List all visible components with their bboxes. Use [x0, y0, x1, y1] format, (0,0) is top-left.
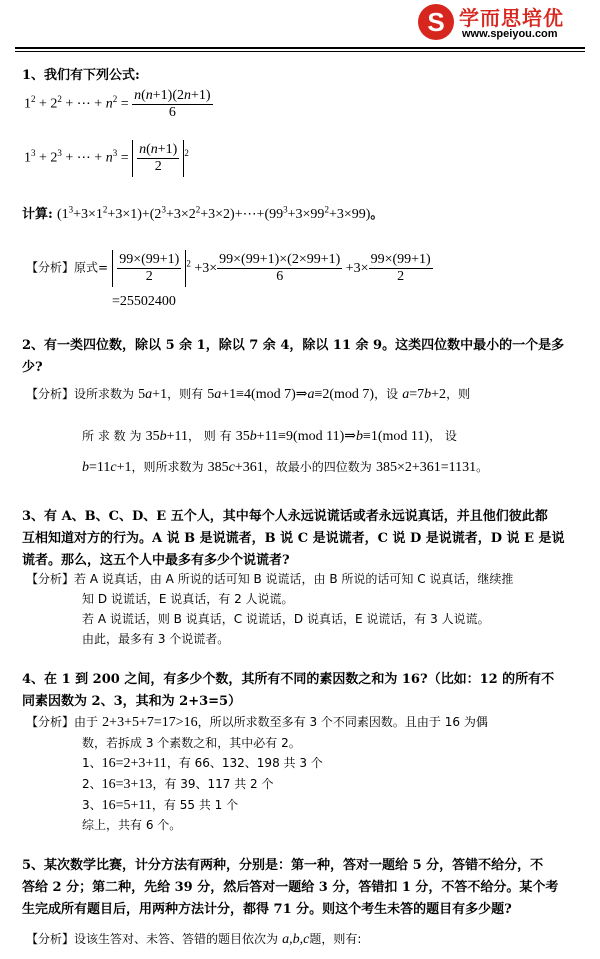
q2-text: ， 则 有: [187, 429, 232, 443]
q1-analysis-tag: 【分析】: [26, 260, 75, 275]
q3-title-line1: 3、有 A、B、C、D、E 五个人，其中每个人永远说谎话或者永远说真话，并且他们彼此都: [22, 509, 548, 524]
q4-analysis-tag: 【分析】: [26, 715, 75, 729]
q3-analysis-line2: 知 D 说谎话，E 说真话，有 2 人说谎。: [82, 592, 294, 606]
q4-text: ，有 39、117 共 2 个: [152, 777, 274, 791]
q4-case2: [82, 775, 274, 793]
brand-logo-icon: S: [418, 4, 454, 40]
q4-math: 16=5+11: [101, 798, 152, 813]
q1-title: 1、我们有下列公式:: [22, 68, 140, 83]
q4-title-line1: 4、在 1 到 200 之间，有多少个数，其所有不同的素因数之和为 16?（比如：12 的所有不: [22, 672, 555, 687]
q5-vars: a,b,c: [282, 932, 310, 947]
q2-text: ，故最小的四位数为: [263, 460, 372, 474]
q4-analysis-line2: 数，若拆成 3 个素数之和，其中必有 2。: [82, 736, 301, 750]
q5-analysis-tag: 【分析】: [26, 932, 75, 946]
q1-analysis: 【分析】原式= $\frac{99\times(99+1)}{2}$ $^2$ +3× $\frac{99\times(99+1)\times(2\times 99+1)}{6}$ +3× $\frac{99\times(99+1)}{2}$: [26, 250, 433, 287]
brand-url: www.speiyou.com: [462, 28, 558, 40]
q3-analysis-line3: 若 A 说谎话，则 B 说真话，C 说谎话，D 说真话，E 说谎话，有 3 人说谎。: [82, 612, 490, 626]
q4-text: ，有 66、132、198 共 3 个: [166, 756, 323, 770]
q4-text: 由于: [74, 715, 99, 729]
q5-text: 题，则有:: [309, 932, 362, 946]
q5-analysis-line1: [26, 930, 361, 948]
q4-math: 2+3+5+7=17>16: [102, 715, 198, 730]
q4-text: ，有 55 共 1 个: [151, 798, 239, 812]
q1-calc-line: 计算: $(1^3+3\times 1^2+3\times 1)+(2^3+3\times 2^2+3\times 2)+\cdots+(99^3+3\times 99^2+3\times 99)$。: [22, 204, 384, 222]
q4-math: 16=2+3+11: [101, 756, 167, 771]
q3-title-line2: 互相知道对方的行为。A 说 B 是说谎者，B 说 C 是说谎者，C 说 D 是说谎者，D 说 E 是说: [22, 531, 565, 546]
q1-formula-cubes: $1^3 + 2^3$ + ⋯ + $n^3$ = $\frac{n(n+1)}{2}$ $^2$: [24, 140, 189, 177]
q4-text: 3、: [82, 798, 102, 812]
q4-text: 2、: [82, 777, 102, 791]
q1-calc-expression: $(1^3+3\times 1^2+3\times 1)+(2^3+3\times 2^2+3\times 2)+\cdots+(99^3+3\times 99^2+3\times 99)$: [56, 204, 371, 222]
q4-analysis-line1: [26, 713, 488, 731]
q2-text: ， 设: [429, 429, 457, 443]
q3-text: 若 A 说真话，由 A 所说的话可知 B 说谎话，由 B 所说的话可知 C 说真话，继续推: [74, 572, 514, 586]
q3-analysis-tag: 【分析】: [26, 572, 75, 586]
q3-title-line3: 谎者。那么，这五个人中最多有多少个说谎者?: [22, 553, 290, 568]
q3-analysis-line1: [26, 570, 513, 587]
q4-title-line2: 同素因数为 2、3，其和为 2+3=5）: [22, 694, 242, 709]
q1-analysis-prefix: 原式=: [74, 260, 109, 275]
q2-analysis-line1: 【分析】设所求数为 5a+1，则有 5a+1≡4(mod 7)⇒a≡2(mod 7)，设 a=7b+2，则: [26, 387, 471, 402]
q5-text: 设该生答对、未答、答错的题目依次为: [74, 932, 279, 946]
q2-text: 设所求数为: [74, 387, 135, 401]
q4-summary: 综上，共有 6 个。: [82, 818, 182, 832]
q2-text: 所 求 数 为: [82, 429, 142, 443]
q5-title-line1: 5、某次数学比赛，计分方法有两种，分别是：第一种，答对一题给 5 分，答错不给分，不: [22, 858, 544, 873]
q2-title-line1: 2、有一类四位数，除以 5 余 1，除以 7 余 4，除以 11 余 9。这类四位数中最小的一个是多: [22, 338, 565, 353]
brand-name: 学而思培优: [459, 6, 564, 30]
q3-analysis-line4: 由此，最多有 3 个说谎者。: [82, 632, 230, 646]
q1-result: =25502400: [112, 294, 176, 309]
q2-title-line2: 少?: [22, 360, 43, 375]
q2-analysis-line3: b=11c+1，则所求数为 385c+361，故最小的四位数为 385×2+361=1131。: [82, 460, 489, 475]
q2-analysis-line2: 所 求 数 为 35b+11， 则 有 35b+11≡9(mod 11)⇒b≡1(mod 11)， 设: [82, 429, 457, 444]
q2-text: ，则所求数为: [131, 460, 204, 474]
q4-math: 16=3+13: [101, 777, 153, 792]
q2-text: ，则有: [167, 387, 204, 401]
q2-text: ，则: [446, 387, 471, 401]
q4-text: 1、: [82, 756, 102, 770]
q4-case3: [82, 796, 238, 814]
q1-calc-label: 计算:: [22, 207, 53, 222]
q5-title-line3: 生完成所有题目后，用两种方法计分，都得 71 分。则这个考生未答的题目有多少题?: [22, 902, 512, 917]
header-divider-thin: [15, 51, 585, 52]
header-divider: [15, 47, 585, 49]
q4-text: ，所以所求数至多有 3 个不同素因数。且由于 16 为偶: [197, 715, 488, 729]
q2-text: ，设: [374, 387, 399, 401]
q5-title-line2: 答给 2 分；第二种，先给 39 分，然后答对一题给 3 分，答错扣 1 分，不答不给分。某个考: [22, 880, 559, 895]
q2-analysis-tag: 【分析】: [26, 387, 75, 401]
q1-formula-squares: $1^2 + 2^2$ + ⋯ + $n^2$ = $\frac{n(n+1)(2n+1)}{6}$: [24, 88, 211, 120]
q2-answer: 385×2+361=1131: [375, 460, 477, 475]
q4-case1: [82, 754, 323, 772]
